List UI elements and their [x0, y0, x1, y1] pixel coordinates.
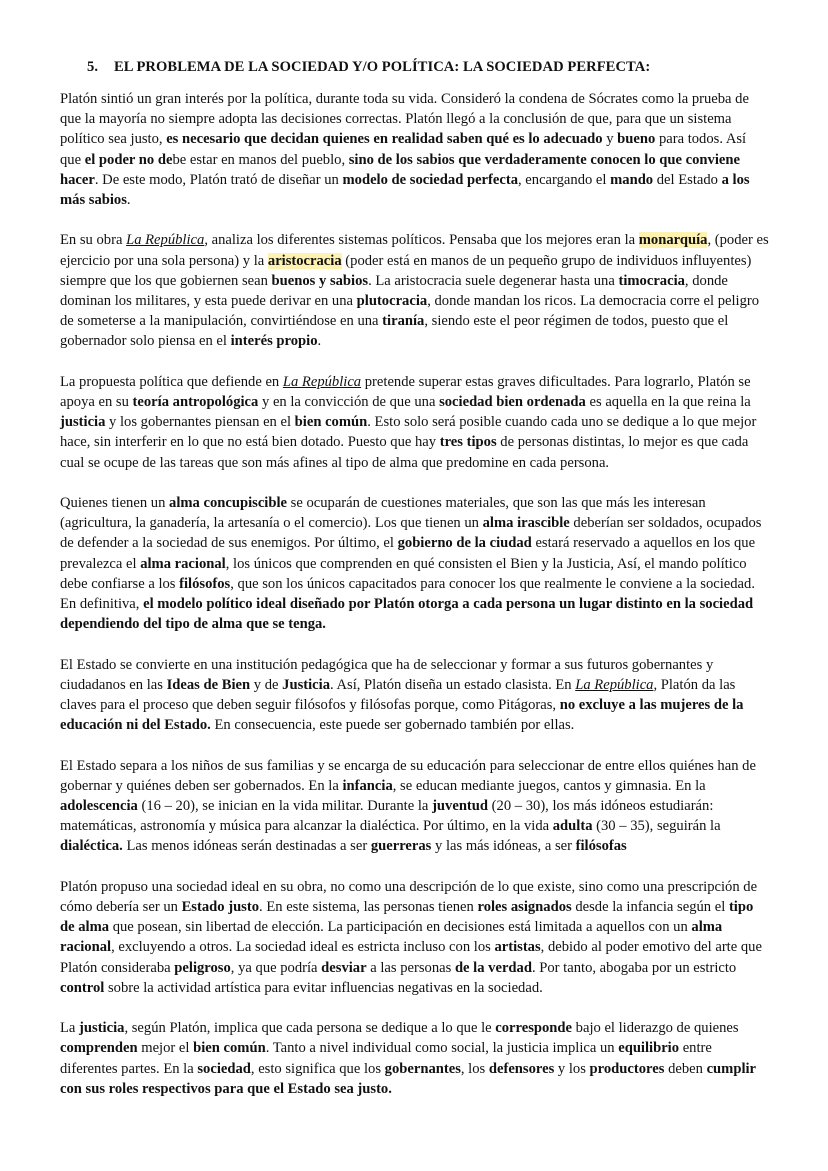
text-run: El Estado se convierte en una institución pedagógica que ha de seleccionar y formar a sus futuros gobernantes y ciudadanos en las [60, 656, 714, 693]
bold-text: bueno [617, 131, 656, 148]
text-run: , los únicos que comprenden en qué consisten el Bien y la Justicia, Así, el mando político debe confiarse a los [60, 555, 747, 592]
text-run: . Esto solo será posible cuando cada uno se dedique a lo que mejor hace, sin interferir en lo que no está bien dotado. Puesto que hay [60, 414, 757, 451]
text-run: El Estado separa a los niños de sus familias y se encarga de su educación para seleccionar de entre ellos quiénes han de gobernar y quiénes deben ser gobernados. En la [60, 757, 756, 794]
bold-text: Justicia [282, 676, 330, 693]
text-run: mejor el [137, 1040, 194, 1057]
text-run: (poder está en manos de un pequeño grupo de individuos influyentes) siempre que los que gobiernen sean [60, 252, 752, 289]
bold-text: gobernantes [384, 1060, 461, 1077]
bold-text: productores [589, 1060, 665, 1077]
bold-text: bien común [294, 414, 368, 431]
text-run: Platón propuso una sociedad ideal en su obra, no como una descripción de lo que existe, sino como una prescripción de cómo debería ser un [60, 878, 758, 916]
text-run: , analiza los diferentes sistemas políticos. Pensaba que los mejores eran la [204, 232, 639, 249]
text-run: para todos. Así que [60, 131, 747, 168]
text-run: . [126, 192, 131, 209]
text-run: . La aristocracia suele degenerar hasta una [368, 272, 619, 289]
bold-text: cumplir con sus roles respectivos para que el Estado sea justo. [60, 1060, 756, 1097]
bold-text: corresponde [495, 1020, 573, 1037]
text-run: bajo el liderazgo de quienes [572, 1020, 739, 1037]
section-title: EL PROBLEMA DE LA SOCIEDAD Y/O POLÍTICA: LA SOCIEDAD PERFECTA: [114, 59, 651, 75]
bold-text: buenos y sabios [271, 272, 369, 289]
bold-text: guerreras [370, 838, 432, 855]
section-heading [87, 57, 770, 77]
bold-text: el modelo político ideal diseñado por Platón otorga a cada persona un lugar distinto en la sociedad dependiendo del tipo de alma que se tenga. [60, 596, 754, 633]
bold-text: artistas [494, 939, 541, 956]
book-title: La República [282, 373, 362, 390]
bold-text: modelo de sociedad perfecta [342, 171, 518, 188]
text-run: y [602, 131, 618, 148]
text-run: . Así, Platón diseña un estado clasista. En [330, 676, 576, 693]
text-run: , encargando el [518, 171, 611, 188]
text-run: Platón sintió un gran interés por la política, durante toda su vida. Consideró la condena de Sócrates como la prueba de que la mayoría no siempre adopta las decisiones correctas. Platón llegó a la conclusión de que, para que un sistema político sea justo, [60, 91, 749, 148]
text-run: , excluyendo a otros. La sociedad ideal es estricta incluso con los [111, 939, 495, 956]
text-run: . Por tanto, abogaba por un estricto [531, 959, 737, 976]
bold-text: de la verdad [454, 959, 532, 976]
text-run: , según Platón, implica que cada persona se dedique a lo que le [124, 1020, 496, 1037]
text-run: (30 – 35), seguirán la [592, 818, 721, 835]
bold-text: sociedad bien ordenada [439, 394, 586, 411]
text-run: y de [250, 676, 283, 693]
highlighted-term: monarquía [638, 232, 708, 249]
paragraph-4 [60, 493, 770, 634]
book-title: La República [126, 232, 205, 249]
bold-text: el poder no de [84, 151, 173, 168]
text-run: En su obra [60, 232, 127, 249]
text-run: Quienes tienen un [60, 495, 170, 512]
text-run: , Platón da las claves para el proceso que deben seguir filósofos y filósofas porque, como Pitágoras, [60, 676, 736, 714]
text-run: pretende superar estas graves dificultades. Para lograrlo, Platón se apoya en su [60, 373, 751, 411]
bold-text: alma racional [60, 919, 723, 956]
bold-text: comprenden [60, 1040, 138, 1057]
bold-text: desviar [321, 959, 367, 976]
bold-text: equilibrio [618, 1040, 680, 1057]
bold-text: justicia [79, 1020, 125, 1037]
text-run: . En este sistema, las personas tienen [259, 899, 478, 916]
highlighted-term: aristocracia [267, 252, 342, 269]
text-run: , debido al poder emotivo del arte que Platón consideraba [60, 939, 762, 976]
text-run: y en la convicción de que una [258, 394, 440, 411]
text-run: , donde dominan los militares, y esta puede derivar en una [60, 272, 728, 310]
text-run: . De este modo, Platón trató de diseñar un [94, 171, 343, 188]
bold-text: adulta [552, 818, 593, 835]
bold-text: filósofos [179, 575, 231, 592]
text-run: de personas distintas, lo mejor es que cada cual se ocupe de las tareas que son más afines al tipo de alma que predomine en cada persona. [60, 434, 749, 471]
text-run: La propuesta política que defiende en [60, 373, 283, 390]
bold-text: a los más sabios [60, 171, 750, 209]
text-run: , los [460, 1060, 489, 1077]
paragraph-6 [60, 756, 770, 857]
text-run: . [317, 333, 322, 350]
bold-text: Ideas de Bien [166, 676, 251, 693]
text-run: se ocuparán de cuestiones materiales, que son las que más les interesan (agricultura, la ganadería, la artesanía o el comercio). Los que tienen un [60, 495, 706, 532]
document-body [60, 89, 770, 1099]
text-run: , esto significa que los [250, 1060, 385, 1077]
paragraph-7 [60, 877, 770, 998]
paragraph-3 [60, 372, 770, 473]
bold-text: tipo de alma [60, 899, 754, 936]
bold-text: interés propio [230, 333, 318, 350]
bold-text: Estado justo [181, 899, 260, 916]
bold-text: justicia [60, 414, 106, 431]
text-run: La [60, 1020, 80, 1037]
text-run: y los [554, 1060, 590, 1077]
paragraph-5 [60, 655, 770, 736]
bold-text: plutocracia [356, 293, 428, 310]
text-run: , ya que podría [230, 959, 322, 976]
text-run: desde la infancia según el [571, 899, 729, 916]
bold-text: timocracia [618, 272, 685, 289]
bold-text: alma racional [140, 555, 226, 572]
text-run: , donde mandan los ricos. La democracia corre el peligro de someterse a la manipulación, convirtiéndose en una [60, 293, 760, 330]
text-run: , que son los únicos capacitados para conocer los que realmente le conviene a la sociedad. En definitiva, [60, 575, 755, 613]
bold-text: bien común [193, 1040, 266, 1057]
bold-text: adolescencia [60, 798, 138, 815]
bold-text: peligroso [174, 959, 231, 976]
text-run: a las personas [366, 959, 455, 976]
bold-text: gobierno de la ciudad [397, 535, 532, 552]
paragraph-2 [60, 230, 770, 351]
bold-text: sino de los sabios que verdaderamente conocen lo que conviene hacer [60, 151, 740, 188]
text-run: deben [664, 1060, 707, 1077]
bold-text: juventud [432, 798, 489, 815]
bold-text: alma concupiscible [169, 495, 287, 512]
text-run: , (poder es ejercicio por una sola persona) y la [60, 232, 769, 269]
text-run: sobre la actividad artística para evitar influencias negativas en la sociedad. [104, 979, 543, 996]
text-run: (16 – 20), se inician en la vida militar. Durante la [137, 798, 433, 815]
bold-text: tiranía [382, 313, 425, 330]
text-run: estará reservado a aquellos en los que prevalezca el [60, 535, 756, 572]
paragraph-8 [60, 1018, 770, 1099]
bold-text: no excluye a las mujeres de la educación ni del Estado. [60, 697, 744, 734]
bold-text: es necesario que decidan quienes en realidad saben qué es lo adecuado [166, 131, 603, 148]
bold-text: sociedad [197, 1060, 251, 1077]
text-run: del Estado [653, 171, 722, 188]
bold-text: alma irascible [482, 515, 570, 532]
bold-text: defensores [488, 1060, 555, 1077]
book-title: La República [575, 676, 654, 693]
text-run: entre diferentes partes. En la [60, 1040, 712, 1077]
bold-text: filósofas [575, 838, 627, 855]
paragraph-1 [60, 89, 770, 210]
section-number: 5. [87, 59, 99, 75]
text-run: y las más idóneas, a ser [431, 838, 576, 855]
text-run: be estar en manos del pueblo, [172, 151, 349, 168]
bold-text: control [60, 979, 105, 996]
text-run: . Tanto a nivel individual como social, la justicia implica un [265, 1040, 619, 1057]
bold-text: roles asignados [477, 899, 572, 916]
text-run: , se educan mediante juegos, cantos y gimnasia. En la [392, 777, 706, 794]
bold-text: tres tipos [439, 434, 497, 451]
bold-text: dialéctica. [60, 838, 123, 855]
text-run: (20 – 30), los más idóneos estudiarán: matemáticas, astronomía y música para alcanzar la dialéctica. Por último, en la vida [60, 798, 714, 835]
text-run: deberían ser soldados, ocupados de defender a la sociedad de sus enemigos. Por último, el [60, 515, 762, 552]
text-run: es aquella en la que reina la [585, 394, 751, 411]
text-run: En consecuencia, este puede ser gobernado también por ellas. [210, 717, 575, 734]
text-run: y los gobernantes piensan en el [105, 414, 295, 431]
bold-text: teoría antropológica [132, 394, 259, 411]
bold-text: infancia [342, 777, 393, 794]
text-run: Las menos idóneas serán destinadas a ser [122, 838, 371, 855]
text-run: , siendo este el peor régimen de todos, puesto que el gobernador solo piensa en el [60, 313, 729, 350]
text-run: que posean, sin libertad de elección. La participación en decisiones está limitada a aquellos con un [109, 919, 692, 936]
bold-text: mando [610, 171, 654, 188]
